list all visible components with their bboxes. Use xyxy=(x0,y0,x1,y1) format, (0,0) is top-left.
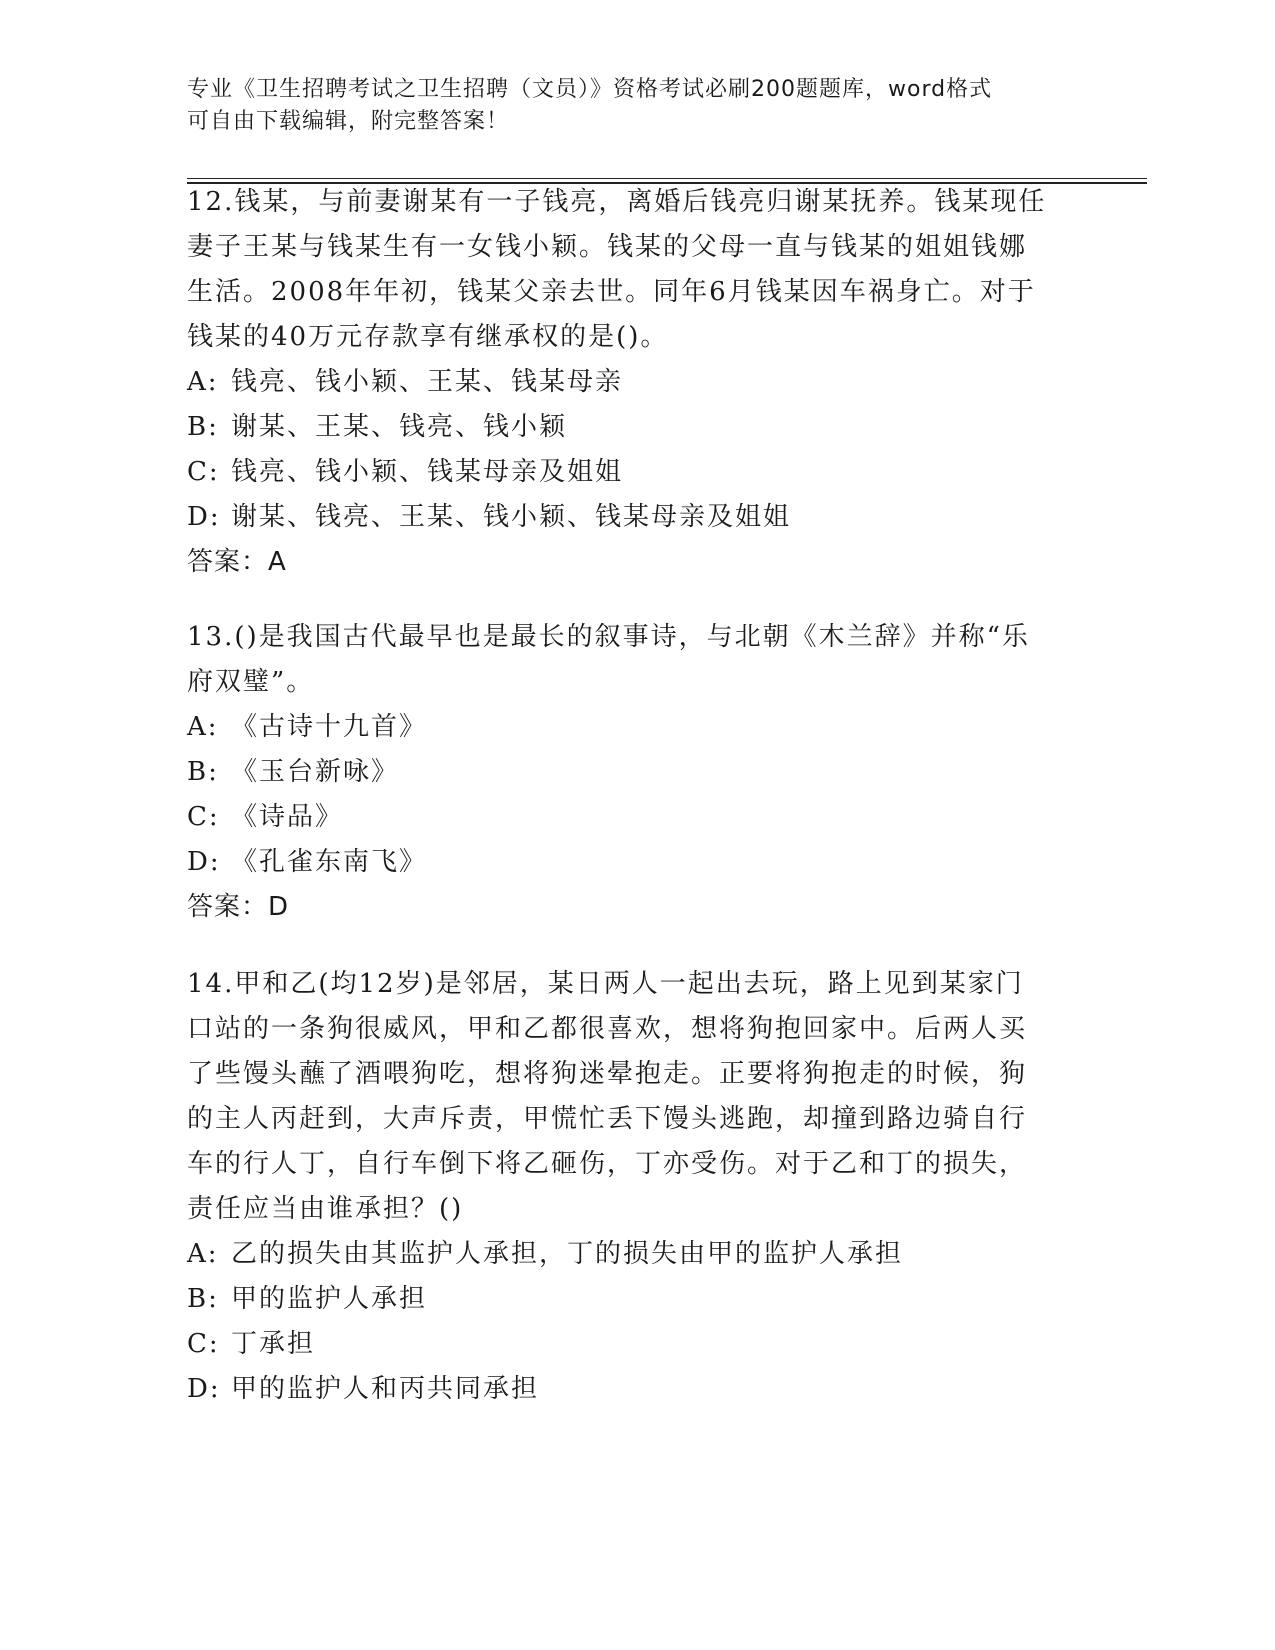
option-b xyxy=(187,1277,1087,1322)
option-d xyxy=(187,1367,1087,1412)
question-stem-line: 车的行人丁，自行车倒下将乙砸伤，丁亦受伤。对于乙和丁的损失， xyxy=(187,1149,1028,1179)
option-text: 甲的监护人承担 xyxy=(231,1284,428,1314)
option-c xyxy=(187,1322,1087,1367)
option-text: 乙的损失由其监护人承担，丁的损失由甲的监护人承担 xyxy=(231,1239,904,1269)
option-key: B: xyxy=(187,412,219,442)
option-key: B: xyxy=(187,757,219,787)
option-key: A: xyxy=(187,712,219,742)
option-a xyxy=(187,360,1087,405)
answer-line: 答案：A xyxy=(187,547,287,577)
question-stem-line: 生活。2008年年初，钱某父亲去世。同年6月钱某因车祸身亡。对于 xyxy=(187,277,1036,307)
option-text: 《孔雀东南飞》 xyxy=(231,847,428,877)
question-stem-line: 钱某的40万元存款享有继承权的是()。 xyxy=(187,322,669,352)
option-d xyxy=(187,840,1087,885)
question-12 xyxy=(187,180,1087,585)
option-text: 钱亮、钱小颖、王某、钱某母亲 xyxy=(231,367,624,397)
option-key: B: xyxy=(187,1284,219,1314)
option-a xyxy=(187,705,1087,750)
question-stem-line: 责任应当由谁承担？() xyxy=(187,1194,464,1224)
option-text: 丁承担 xyxy=(231,1329,316,1359)
header-divider-thin xyxy=(187,178,1147,179)
question-stem-line: 府双璧”。 xyxy=(187,667,315,697)
option-text: 谢某、钱亮、王某、钱小颖、钱某母亲及姐姐 xyxy=(231,502,792,532)
option-d xyxy=(187,495,1087,540)
option-text: 谢某、王某、钱亮、钱小颖 xyxy=(231,412,568,442)
document-header xyxy=(187,74,1087,138)
option-a xyxy=(187,1232,1087,1277)
question-stem-line: 14.甲和乙(均12岁)是邻居，某日两人一起出去玩，路上见到某家门 xyxy=(187,969,1024,999)
option-key: A: xyxy=(187,367,219,397)
option-key: C: xyxy=(187,802,220,832)
option-key: A: xyxy=(187,1239,219,1269)
question-14 xyxy=(187,962,1087,1412)
option-b xyxy=(187,750,1087,795)
option-text: 《玉台新咏》 xyxy=(231,757,400,787)
option-key: D: xyxy=(187,847,221,877)
question-stem-line: 的主人丙赶到，大声斥责，甲慌忙丢下馒头逃跑，却撞到路边骑自行 xyxy=(187,1104,1028,1134)
option-key: D: xyxy=(187,1374,221,1404)
header-title-line-2: 可自由下载编辑，附完整答案！ xyxy=(187,109,510,134)
option-text: 《诗品》 xyxy=(231,802,344,832)
option-text: 《古诗十九首》 xyxy=(231,712,428,742)
question-stem-line: 13.()是我国古代最早也是最长的叙事诗，与北朝《木兰辞》并称“乐 xyxy=(187,622,1030,652)
option-b xyxy=(187,405,1087,450)
header-title-line-1: 专业《卫生招聘考试之卫生招聘（文员）》资格考试必刷200题题库，word格式 xyxy=(187,77,993,102)
option-c xyxy=(187,450,1087,495)
answer-line: 答案：D xyxy=(187,892,290,922)
question-stem-line: 妻子王某与钱某生有一女钱小颖。钱某的父母一直与钱某的姐姐钱娜 xyxy=(187,232,1028,262)
question-13 xyxy=(187,615,1087,930)
option-key: D: xyxy=(187,502,221,532)
option-text: 甲的监护人和丙共同承担 xyxy=(231,1374,540,1404)
option-key: C: xyxy=(187,457,220,487)
question-stem-line: 口站的一条狗很威风，甲和乙都很喜欢，想将狗抱回家中。后两人买 xyxy=(187,1014,1028,1044)
question-stem-line: 了些馒头蘸了酒喂狗吃，想将狗迷晕抱走。正要将狗抱走的时候，狗 xyxy=(187,1059,1028,1089)
option-c xyxy=(187,795,1087,840)
option-text: 钱亮、钱小颖、钱某母亲及姐姐 xyxy=(231,457,624,487)
option-key: C: xyxy=(187,1329,220,1359)
question-stem-line: 12.钱某，与前妻谢某有一子钱亮，离婚后钱亮归谢某抚养。钱某现任 xyxy=(187,187,1047,217)
